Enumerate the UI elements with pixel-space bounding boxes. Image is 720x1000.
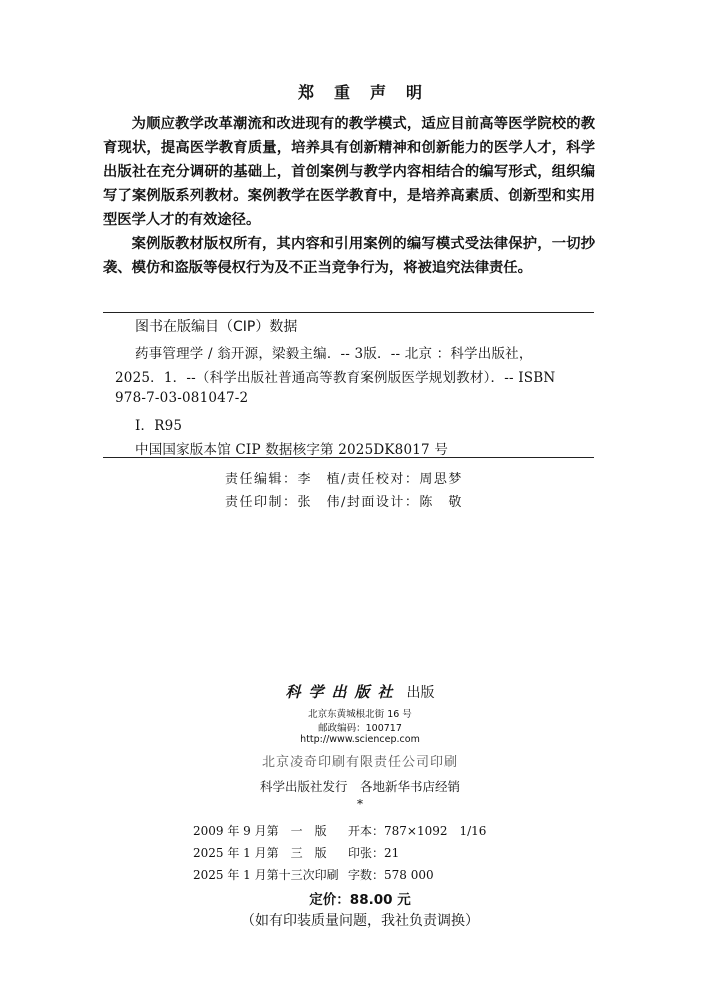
publisher-url: http://www.sciencep.com [300,734,420,745]
separator-star: * [357,797,363,811]
copyright-statement [103,112,595,280]
quality-notice: （如有印装质量问题，我社负责调换） [241,913,479,929]
printer: 北京凌奇印刷有限责任公司印刷 [261,755,458,770]
cip-line-2: 2025．1．--（科学出版社普通高等教育案例版医学规划教材）．-- ISBN [115,370,556,386]
statement-paragraph-1: 为顺应教学改革潮流和改进现有的教学模式，适应目前高等医学院校的教育现状，提高医学教育质量，培养具有创新精神和创新能力的医学人才，科学出版社在充分调研的基础上，首创案例与教学内容相结合的编写形式，组织编写了案例版系列教材。案例教学在医学教育中，是培养高素质、创新型和实用型医学人才的有效途径。 [103,116,595,228]
cip-line-5: 中国国家版本馆 CIP 数据核字第 2025DK8017 号 [135,442,449,458]
cip-bottom-rule [103,457,594,458]
statement-paragraph-2: 案例版教材版权所有，其内容和引用案例的编写模式受法律保护，一切抄袭、模仿和盗版等侵权行为及不正当竞争行为，将被追究法律责任。 [103,236,595,276]
publisher-line [0,681,720,702]
publisher-suffix: 出版 [406,685,435,701]
edition-row-2-right: 印张：21 [348,846,400,860]
edition-row-3-right: 字数：578 000 [348,868,434,882]
cip-line-3: 978-7-03-081047-2 [115,390,249,406]
price: 定价：88.00 元 [309,892,411,908]
publisher-postcode: 邮政编码：100717 [318,723,402,734]
cip-top-rule [103,312,594,313]
cip-line-1: 药事管理学 / 翁开源，梁毅主编．-- 3版．-- 北京 ：科学出版社， [135,346,533,362]
credits-line-1: 责任编辑：李 植/责任校对：周思梦 [225,472,463,487]
page-title: 郑重声明 [297,83,442,102]
edition-row-1-left: 2009 年 9 月第 一 版 [193,824,327,838]
publisher-logo: 科学出版社 [285,683,401,701]
edition-row-2-left: 2025 年 1 月第 三 版 [193,846,327,860]
edition-row-1-right: 开本：787×1092 1/16 [348,824,487,838]
credits-line-2: 责任印制：张 伟/封面设计：陈 敬 [225,495,463,510]
edition-row-3-left: 2025 年 1 月第十三次印刷 [193,868,339,882]
publisher-address: 北京东黄城根北街 16 号 [308,709,412,720]
cip-line-4: Ⅰ．R95 [135,418,183,434]
distribution: 科学出版社发行 各地新华书店经销 [259,779,460,794]
cip-heading: 图书在版编目（CIP）数据 [135,319,298,335]
